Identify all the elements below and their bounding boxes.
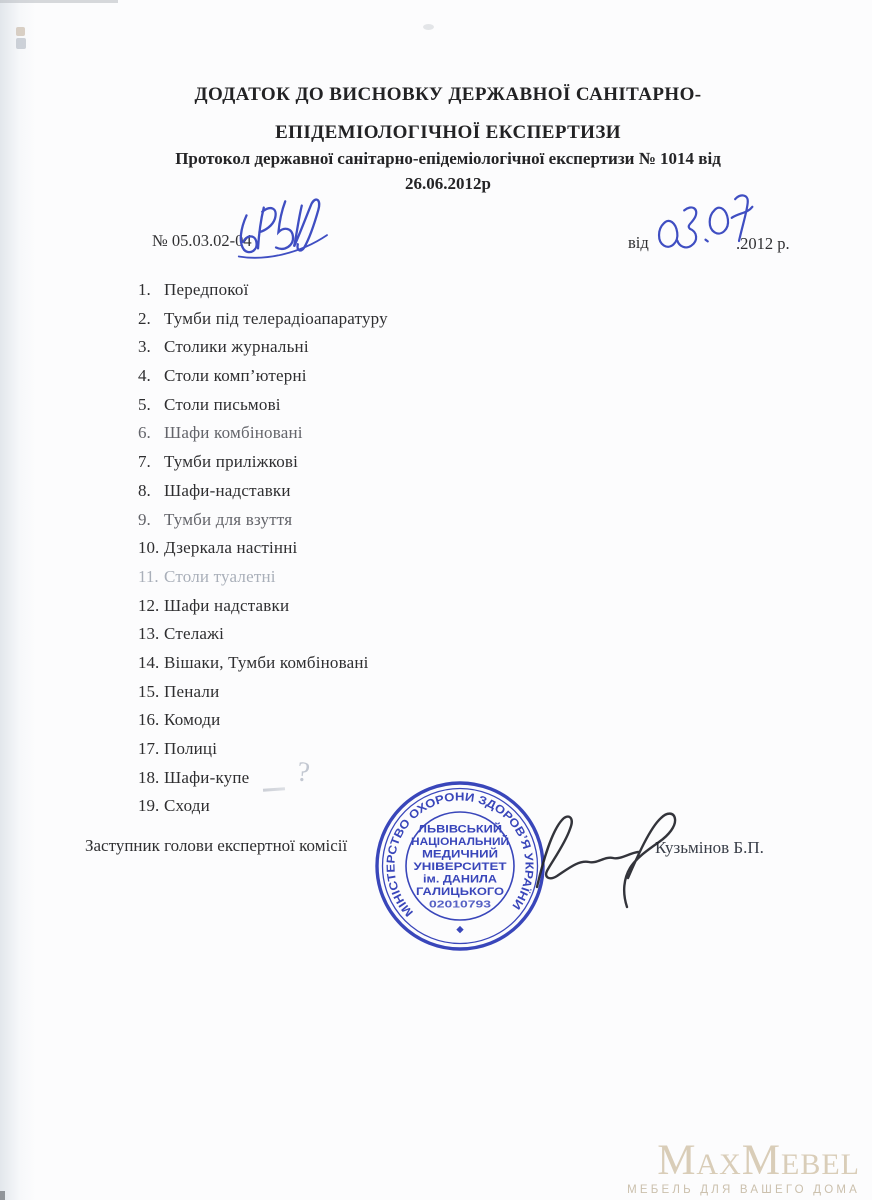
protocol-date-line: 26.06.2012р — [405, 174, 491, 193]
list-item-number: 2. — [138, 308, 151, 328]
list-item-number: 3. — [138, 337, 151, 357]
list-item-label: Столи письмові — [164, 394, 281, 414]
list-item-label: Столики журнальні — [164, 337, 309, 357]
list-item-number: 9. — [138, 509, 151, 529]
list-item-label: Тумби для взуття — [164, 509, 293, 529]
list-item-number: 7. — [138, 452, 151, 472]
signoff-name-label: Кузьмінов Б.П. — [655, 838, 764, 857]
list-item-number: 14. — [138, 652, 160, 672]
title-line-2: ЕПІДЕМІОЛОГІЧНОЇ ЕКСПЕРТИЗИ — [275, 122, 621, 143]
list-item-number: 11. — [138, 566, 159, 586]
stamp-line: УНІВЕРСИТЕТ — [413, 861, 507, 873]
list-item-label: Сходи — [164, 796, 210, 816]
list-item — [138, 710, 618, 739]
list-item — [138, 510, 618, 539]
list-item-number: 15. — [138, 681, 160, 701]
scan-artifact-smudge — [16, 38, 26, 49]
protocol-subtitle — [24, 146, 872, 196]
list-item — [138, 567, 618, 596]
list-item — [138, 423, 618, 452]
pencil-question-mark: ? — [295, 756, 312, 789]
list-item — [138, 280, 618, 309]
list-item-label: Стелажі — [164, 624, 224, 644]
watermark-brand: MaxMebel — [657, 1137, 860, 1184]
scan-artifact-top-line — [0, 0, 118, 3]
list-item-label: Шафи комбіновані — [164, 423, 303, 443]
list-item — [138, 538, 618, 567]
list-item-number: 1. — [138, 280, 151, 299]
stamp-line: ім. ДАНИЛА — [423, 873, 498, 886]
list-item-label: Вішаки, Тумби комбіновані — [164, 652, 369, 672]
list-item — [138, 366, 618, 395]
list-item — [138, 624, 618, 653]
list-item — [138, 309, 618, 338]
list-item-number: 13. — [138, 624, 160, 644]
scan-artifact-corner — [0, 1191, 5, 1200]
list-item-label: Столи комп’ютерні — [164, 366, 307, 386]
list-item-label: Пенали — [164, 681, 220, 701]
list-item-number: 16. — [138, 710, 160, 730]
handwritten-number-ink — [224, 194, 336, 262]
stamp-line: МЕДИЧНИЙ — [422, 848, 486, 861]
scan-artifact-smudge — [16, 27, 25, 36]
stamp-registration-number: 02010793 — [429, 898, 492, 911]
list-item-number: 4. — [138, 366, 151, 386]
list-item — [138, 337, 618, 366]
stamp-line: НАЦІОНАЛЬНИЙ — [411, 836, 502, 848]
list-item-label: Шафи-надставки — [164, 480, 291, 500]
list-item-label: Комоди — [164, 710, 221, 730]
list-item-label: Полиці — [164, 739, 218, 758]
watermark-tagline: МЕБЕЛЬ ДЛЯ ВАШЕГО ДОМА — [627, 1184, 860, 1196]
item-list — [138, 280, 618, 825]
list-item — [138, 682, 618, 711]
stamp-line: ЛЬВІВСЬКИЙ — [418, 823, 491, 836]
list-item-number: 5. — [138, 394, 151, 414]
list-item-number: 17. — [138, 739, 160, 758]
list-item — [138, 596, 618, 625]
protocol-line: Протокол державної санітарно-епідеміологічної експертизи № 1014 від — [175, 149, 721, 168]
list-item — [138, 653, 618, 682]
signoff-role-label: Заступник голови експертної комісії — [85, 836, 348, 855]
list-item-label: Шафи-купе — [164, 767, 250, 787]
title-line-1: ДОДАТОК ДО ВИСНОВКУ ДЕРЖАВНОЇ САНІТАРНО- — [194, 84, 702, 105]
doc-number-label: № 05.03.02-04 — [152, 231, 252, 250]
scan-artifact-dot — [423, 24, 434, 30]
list-item — [138, 452, 618, 481]
list-item-label: Тумби приліжкові — [164, 452, 299, 472]
list-item-number: 19. — [138, 796, 160, 816]
watermark — [627, 1137, 860, 1196]
stamp-bottom-ornament — [456, 926, 463, 933]
list-item-label: Столи туалетні — [164, 566, 276, 586]
date-suffix-label: .2012 р. — [736, 234, 790, 253]
stamp-ring-text: МІНІСТЕРСТВО ОХОРОНИ ЗДОРОВ’Я УКРАЇНИ — [384, 790, 536, 919]
document-title — [24, 76, 872, 152]
stamp-line: ГАЛИЦЬКОГО — [416, 886, 505, 898]
list-item — [138, 395, 618, 424]
list-item — [138, 481, 618, 510]
list-item-label: Тумби під телерадіоапаратуру — [164, 308, 388, 328]
list-item-label: Передпокої — [164, 280, 249, 299]
list-item-number: 18. — [138, 767, 160, 787]
list-item-number: 12. — [138, 595, 160, 615]
list-item-label: Шафи надставки — [164, 595, 290, 615]
signature-ink — [520, 795, 790, 935]
list-item-number: 6. — [138, 423, 151, 443]
list-item-number: 10. — [138, 538, 160, 558]
list-item — [138, 739, 618, 768]
list-item-number: 8. — [138, 480, 151, 500]
list-item-label: Дзеркала настінні — [164, 538, 298, 558]
date-prefix-label: від — [628, 233, 649, 252]
